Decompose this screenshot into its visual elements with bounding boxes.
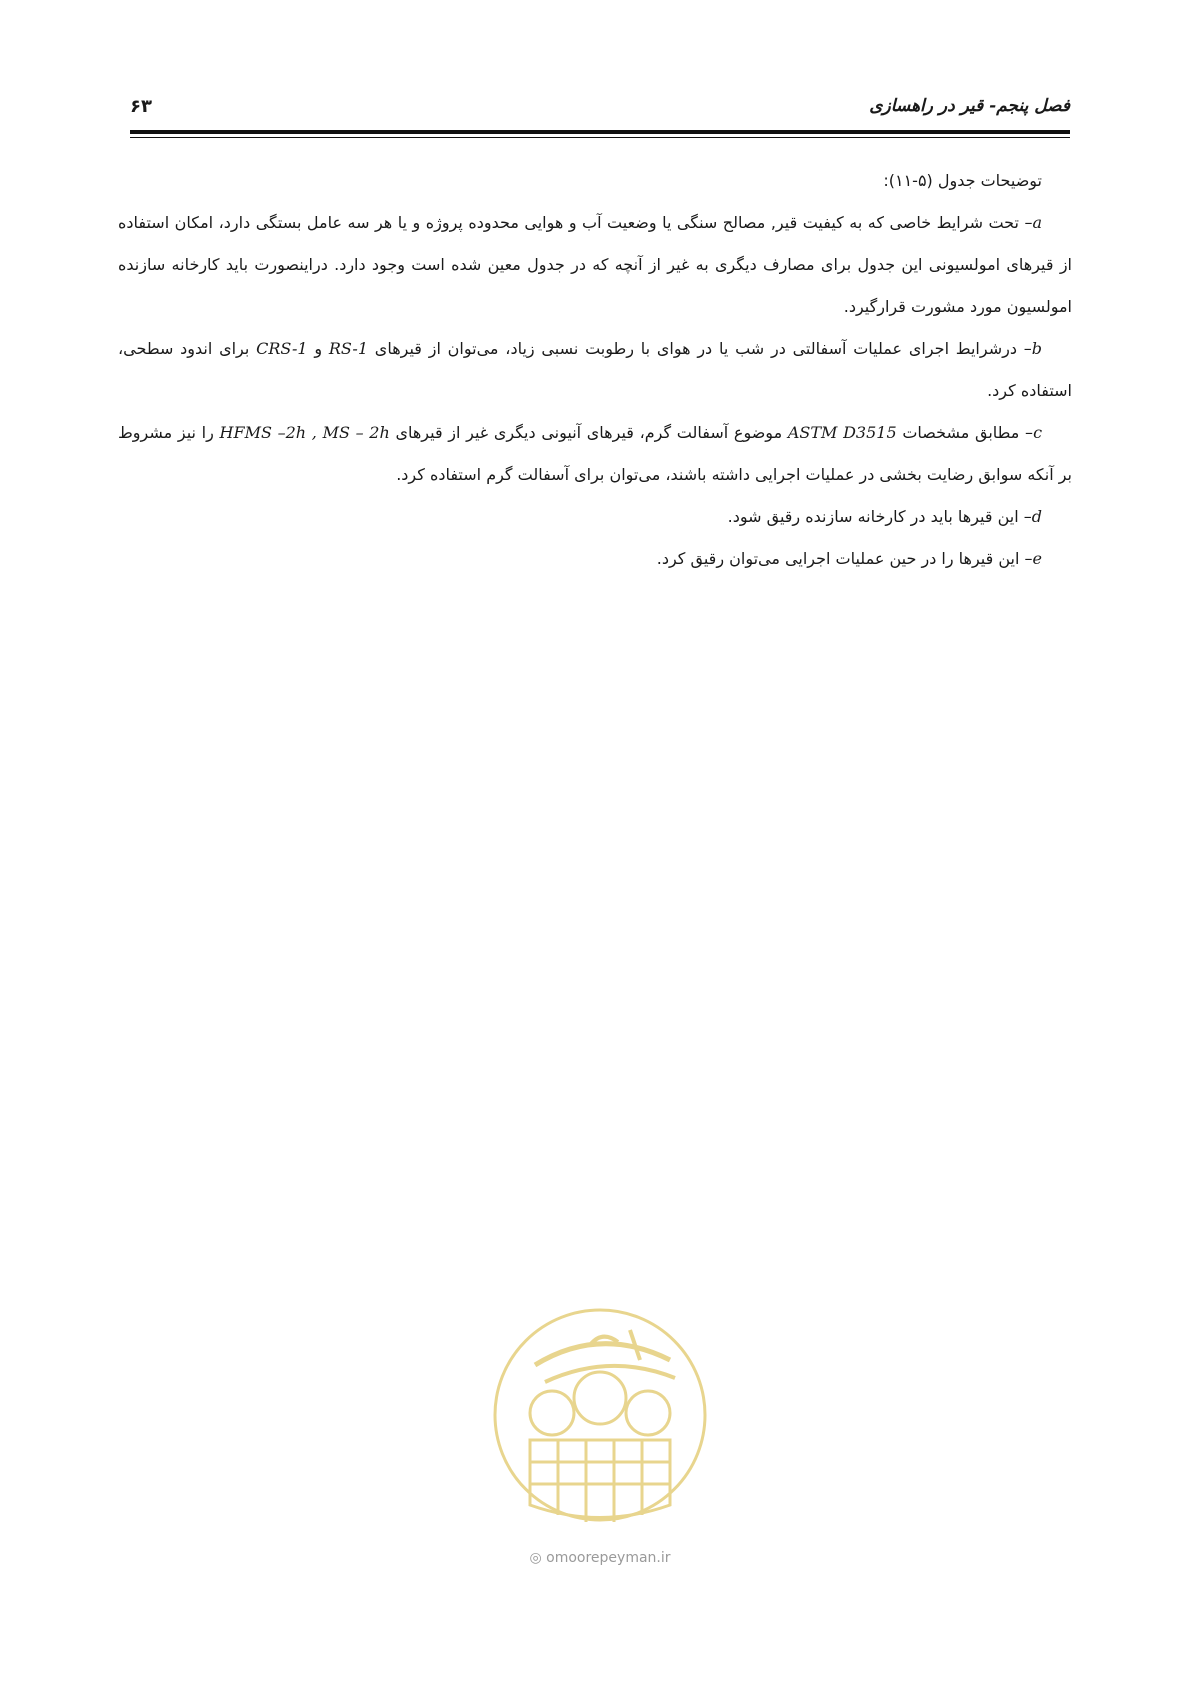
note-b-text-3: برای اندود سطحی، استفاده کرد. — [118, 339, 1072, 400]
page-number: ۶۳ — [130, 96, 152, 117]
note-c-text-1: – مطابق مشخصات — [896, 423, 1034, 442]
note-c-code-astm: ASTM D3515 — [787, 423, 897, 442]
notes-heading: توضیحات جدول (۵-۱۱): — [883, 171, 1042, 190]
note-e-text: – این قیرها را در حین عملیات اجرایی می‌توان رقیق کرد. — [656, 549, 1033, 568]
note-d — [118, 496, 1072, 538]
table-notes — [118, 160, 1072, 580]
note-b-letter: b — [1031, 339, 1043, 358]
note-b-code-crs1: CRS-1 — [256, 339, 308, 358]
watermark-url: omoorepeyman.ir — [546, 1550, 671, 1566]
note-d-letter: d — [1031, 507, 1042, 526]
note-c — [118, 412, 1072, 496]
note-b-code-rs1: RS-1 — [328, 339, 369, 358]
header-rule-thin — [130, 137, 1070, 138]
watermark — [490, 1290, 710, 1566]
note-b-text-1: – درشرایط اجرای عملیات آسفالتی در شب یا در هوای با رطوبت نسبی زیاد، می‌توان از قیرهای — [368, 339, 1032, 358]
globe-icon: ◎ — [529, 1550, 542, 1566]
watermark-logo-icon — [490, 1290, 710, 1540]
note-c-code-hfms: HFMS –2h , MS – 2h — [219, 423, 390, 442]
watermark-caption — [490, 1550, 710, 1566]
note-e-letter: e — [1032, 549, 1042, 568]
note-a-letter: a — [1032, 213, 1042, 232]
running-title: فصل پنجم- قیر در راهسازی — [869, 96, 1070, 116]
page-header — [130, 96, 1070, 120]
note-b — [118, 328, 1072, 412]
note-b-text-2: و — [307, 339, 329, 358]
note-c-letter: c — [1033, 423, 1043, 442]
note-a-text: – تحت شرایط خاصی که به کیفیت قیر, مصالح سنگی یا وضعیت آب و هوایی محدوده پروژه و یا هر سه عامل بستگی دارد، امکان استفاده از قیرهای امولسیونی این جدول برای مصارف دیگری به غیر از آنچه که در جدول معین شده است وجود دارد. دراینصورت باید کارخانه سازنده امولسیون مورد مشورت قرارگیرد. — [118, 213, 1072, 316]
note-e — [118, 538, 1072, 580]
note-c-text-2: موضوع آسفالت گرم، قیرهای آنیونی دیگری غیر از قیرهای — [389, 423, 788, 442]
note-a — [118, 202, 1072, 328]
note-c-text-3: را نیز مشروط بر آنکه سوابق رضایت بخشی در عملیات اجرایی داشته باشند، می‌توان برای آسفالت گرم استفاده کرد. — [118, 423, 1072, 484]
note-d-text: – این قیرها باید در کارخانه سازنده رقیق شود. — [727, 507, 1032, 526]
header-rule-thick — [130, 130, 1070, 134]
